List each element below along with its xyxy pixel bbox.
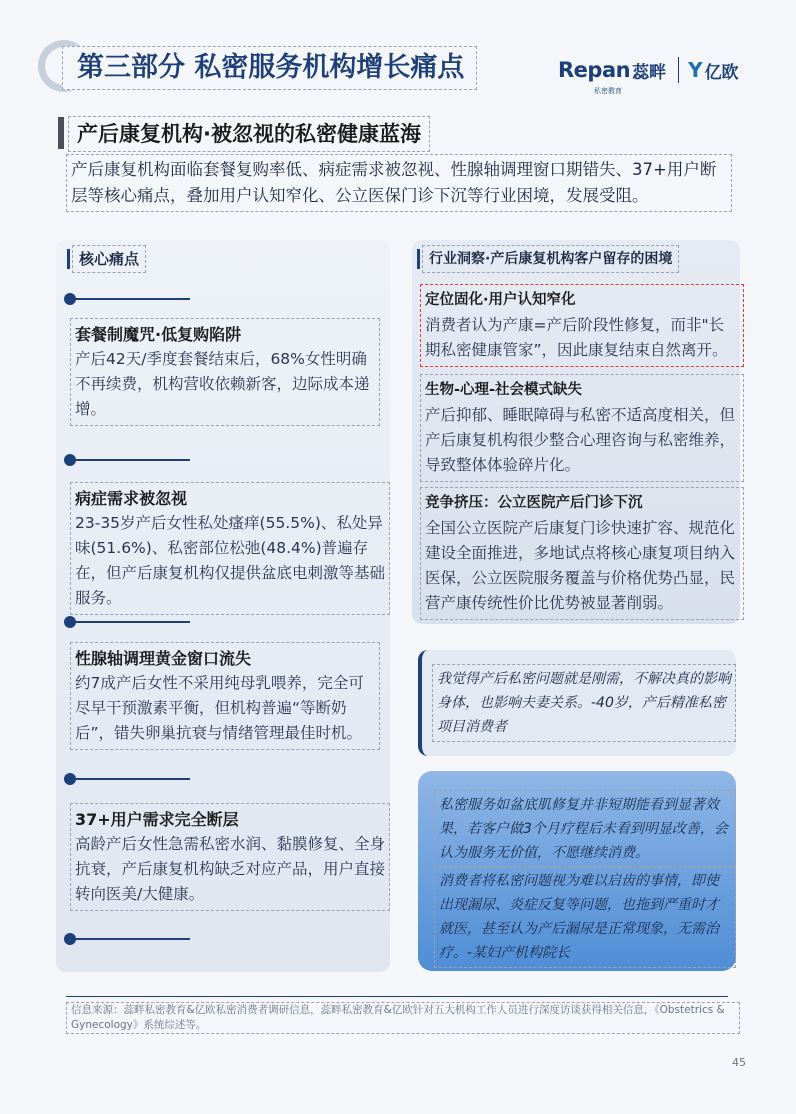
pain-card-4-body: 高龄产后女性急需私密水润、黏膜修复、全身抗衰，产后康复机构缺乏对应产品，用户直接转向医美/大健康。 [75,835,386,903]
insight-card-2 [420,374,744,482]
pain-card-3 [70,642,380,750]
insight-card-1-body: 消费者认为产康=产后阶段性修复，而非"长期私密健康管家”，因此康复结束自然离开。 [425,316,728,359]
divider-4 [70,778,190,780]
repan-logo-text: Repan [558,58,631,82]
divider-3 [70,621,190,623]
divider-2 [70,459,190,461]
insight-card-3 [420,487,744,620]
core-pain-points-heading: 核心痛点 [72,245,146,273]
pain-card-3-title: 性腺轴调理黄金窗口流失 [75,649,252,668]
insight-card-3-body: 全国公立医院产后康复门诊快速扩容、规范化建设全面推进，多地试点将核心康复项目纳入医保，公立医院服务覆盖与价格优势凸显，民营产康传统性价比优势被显著削弱。 [425,519,736,612]
divider-1 [70,298,190,300]
section-title-bar [58,117,64,149]
industry-insight-heading: 行业洞察·产后康复机构客户留存的困境 [422,245,679,273]
pain-card-2 [70,482,390,615]
repan-logo [558,58,667,95]
director-quote-text-2: 消费者将私密问题视为难以启齿的事情，即使出现漏尿、炎症反复等问题，也拖到严重时才就医，甚至认为产后漏尿是正常现象，无需治疗。-某妇产机构院长 [434,866,736,968]
director-quote-text-1: 私密服务如盆底肌修复并非短期能看到显著效果，若客户做3个月疗程后未看到明显改善，会认为服务无价值，不愿继续消费。 [434,790,736,868]
pain-card-3-body: 约7成产后女性不采用纯母乳喂养，完全可尽早干预激素平衡，但机构普遍“等断奶后”，错失卵巢抗衰与情绪管理最佳时机。 [75,674,364,742]
logo-divider [678,57,679,83]
page-number: 45 [732,1056,746,1069]
source-note: 信息来源：蕊畔私密教育&亿欧私密消费者调研信息，蕊畔私密教育&亿欧针对五大机构工作人员进行深度访谈获得相关信息，《Obstetrics & Gynecology》系统综述等。 [66,1002,740,1034]
pain-card-1-body: 产后42天/季度套餐结束后，68%女性明确不再续费，机构营收依赖新客，边际成本递增。 [75,350,370,418]
section-title: 产后康复机构·被忽视的私密健康蓝海 [68,116,430,152]
yiou-logo-mark-icon: Y [688,58,703,82]
insight-card-2-title: 生物-心理-社会模式缺失 [425,382,583,398]
yiou-logo-text: 亿欧 [704,62,739,83]
pain-card-2-title: 病症需求被忽视 [75,489,188,508]
brand-logos [558,50,739,95]
insight-card-3-title: 竞争挤压：公立医院产后门诊下沉 [425,495,643,511]
consumer-quote-text: 我觉得产后私密问题就是刚需，不解决真的影响身体，也影响夫妻关系。-40岁，产后精准私密项目消费者 [432,664,736,742]
insight-card-1-title: 定位固化·用户认知窄化 [425,292,576,308]
insight-card-2-body: 产后抑郁、睡眠障碍与私密不适高度相关，但产后康复机构很少整合心理咨询与私密维养，导致整体体验碎片化。 [425,406,736,474]
divider-5 [70,938,190,940]
pain-card-4 [70,803,390,911]
page-title: 第三部分 私密服务机构增长痛点 [62,46,477,90]
section-intro: 产后康复机构面临套餐复购率低、病症需求被忽视、性腺轴调理窗口期错失、37+用户断层等核心痛点，叠加用户认知窄化、公立医保门诊下沉等行业困境，发展受阻。 [66,154,732,212]
repan-logo-cn: 蕊畔 [632,62,667,83]
pain-card-1 [70,318,380,426]
repan-logo-sub: 私密教育 [594,86,622,95]
pain-card-4-title: 37+用户需求完全断层 [75,810,239,829]
footer-divider [66,996,728,997]
pain-card-1-title: 套餐制魔咒·低复购陷阱 [75,325,242,344]
pain-card-2-body: 23-35岁产后女性私处瘙痒(55.5%)、私处异味(51.6%)、私密部位松弛(48.4%)普遍存在，但产后康复机构仅提供盆底电刺激等基础服务。 [75,514,386,607]
insight-card-1 [420,284,744,367]
